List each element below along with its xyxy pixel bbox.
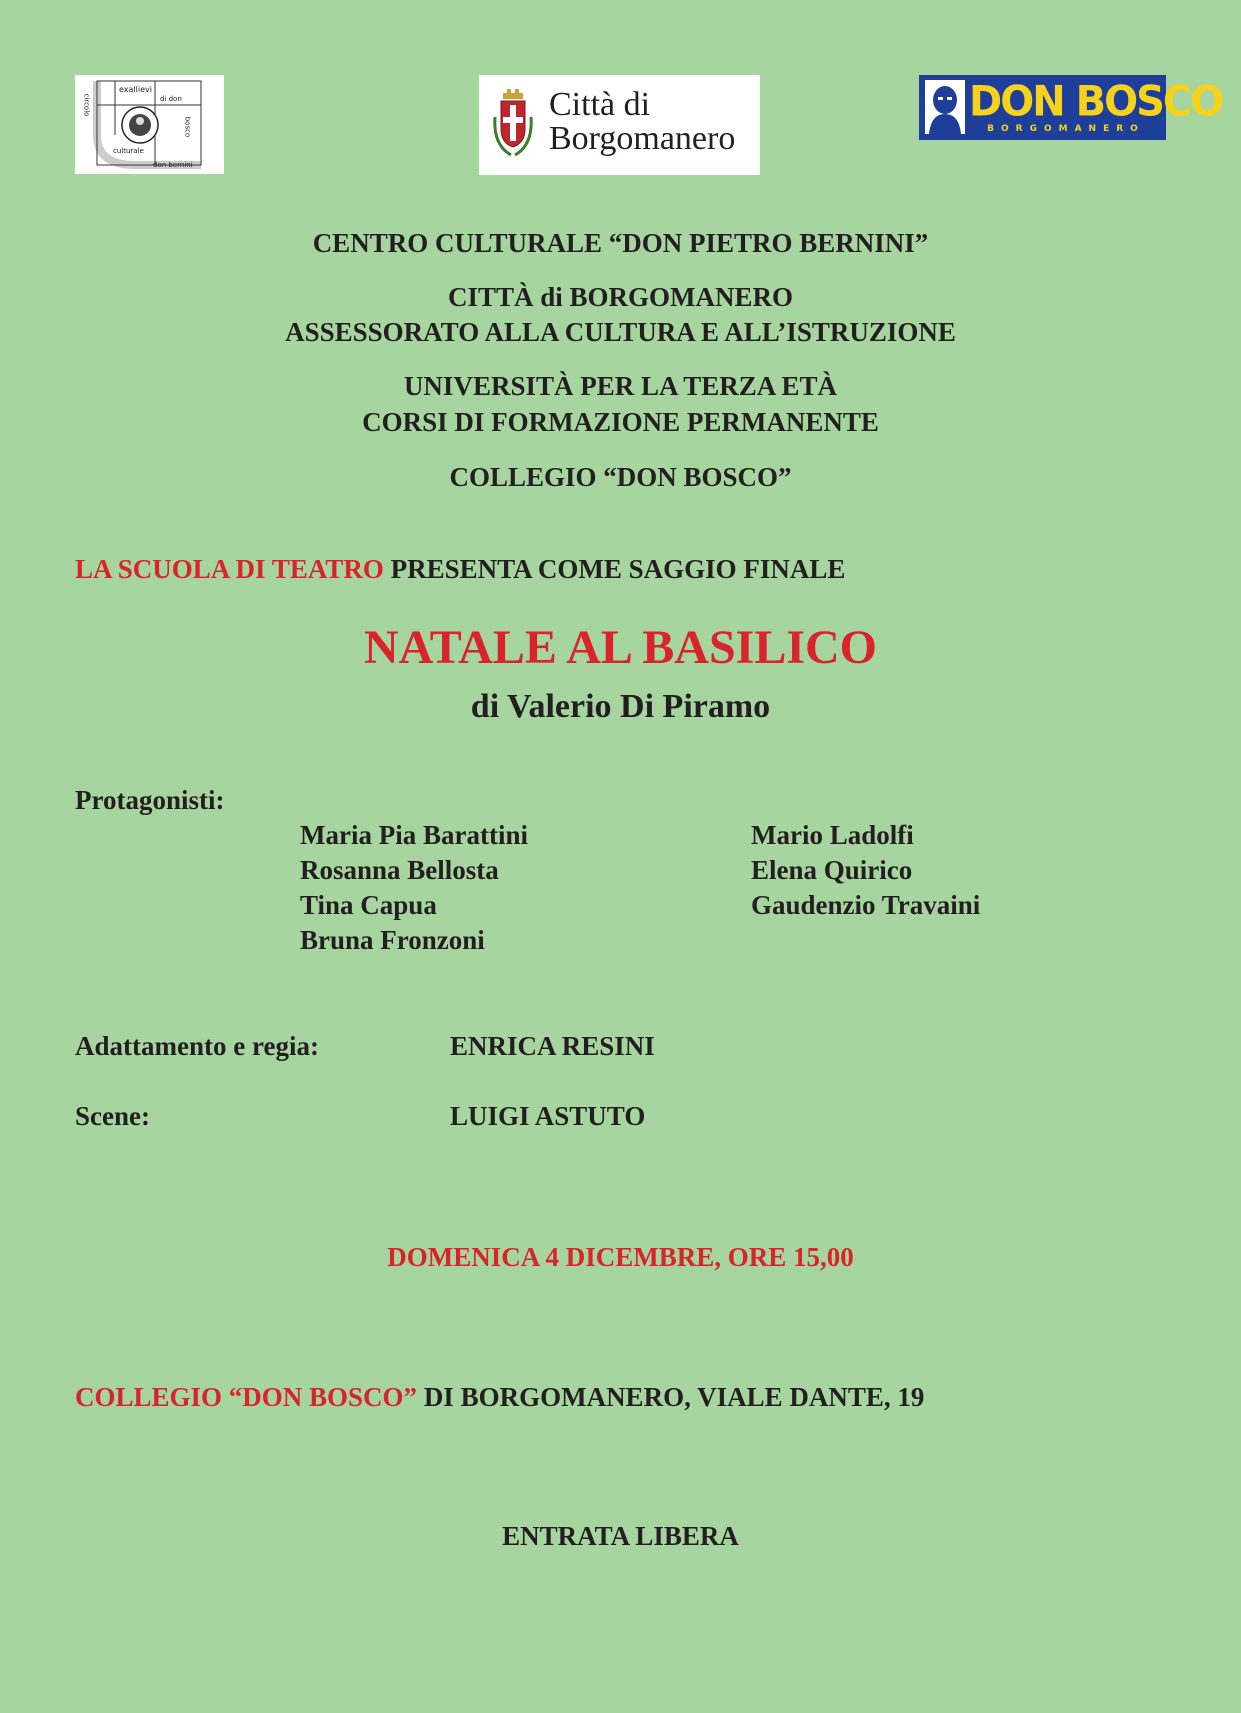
logo-text-side-left: circolo [82,93,91,117]
header-line-5: CORSI DI FORMAZIONE PERMANENTE [362,407,879,437]
event-venue [75,1379,924,1415]
direction-label: Adattamento e regia: [75,1031,319,1061]
don-bosco-logo-title: DON BOSCO [969,77,1223,127]
venue-highlight: COLLEGIO “DON BOSCO” [75,1382,418,1412]
logo-text-bottom-right: don bernini [153,161,193,169]
circolo-culturale-logo [75,75,224,174]
header-line-3: ASSESSORATO ALLA CULTURA E ALL’ISTRUZIONE [285,317,956,347]
coat-of-arms-icon [491,87,535,163]
cast-member: Bruna Fronzoni [300,925,485,955]
cast-column-2 [751,818,980,923]
cast-member: Mario Ladolfi [751,820,914,850]
cast-label: Protagonisti: [75,785,225,815]
cast-member: Elena Quirico [751,855,913,885]
header-line-4: UNIVERSITÀ PER LA TERZA ETÀ [403,371,838,401]
don-bosco-logo [919,75,1223,140]
cast-member: Gaudenzio Travaini [751,890,981,920]
cast-member: Tina Capua [300,890,437,920]
cast-member: Maria Pia Barattini [300,820,528,850]
logo-text-side-right: bosco [183,116,192,138]
header-line-1: CENTRO CULTURALE “DON PIETRO BERNINI” [312,228,929,258]
venue-rest: DI BORGOMANERO, VIALE DANTE, 19 [417,1382,925,1412]
logo-text-bottom-left: culturale [113,147,144,155]
city-logo-line2: Borgomanero [549,120,736,157]
logo-text-right: di don [160,95,182,103]
cast-member: Rosanna Bellosta [300,855,499,885]
presents-highlight: LA SCUOLA DI TEATRO [75,554,384,584]
presents-rest: PRESENTA COME SAGGIO FINALE [383,554,846,584]
event-date: DOMENICA 4 DICEMBRE, ORE 15,00 [387,1242,854,1272]
header-line-2: CITTÀ di BORGOMANERO [447,282,794,312]
don-bosco-portrait-icon [925,80,965,134]
cast-column-1 [300,818,528,958]
city-logo-line1: Città di [549,86,651,123]
direction-value: ENRICA RESINI [450,1031,655,1061]
header-line-6: COLLEGIO “DON BOSCO” [449,462,792,492]
don-bosco-logo-subtitle: BORGOMANERO [987,124,1145,134]
scenes-value: LUIGI ASTUTO [450,1101,646,1131]
citta-di-borgomanero-logo [479,75,760,175]
entry-free: ENTRATA LIBERA [502,1521,739,1551]
scenes-label: Scene: [75,1101,150,1131]
show-author: di Valerio Di Piramo [470,688,771,725]
logo-text-top: exallievi [119,85,152,94]
presents-line [75,551,845,587]
show-title: NATALE AL BASILICO [363,621,878,674]
